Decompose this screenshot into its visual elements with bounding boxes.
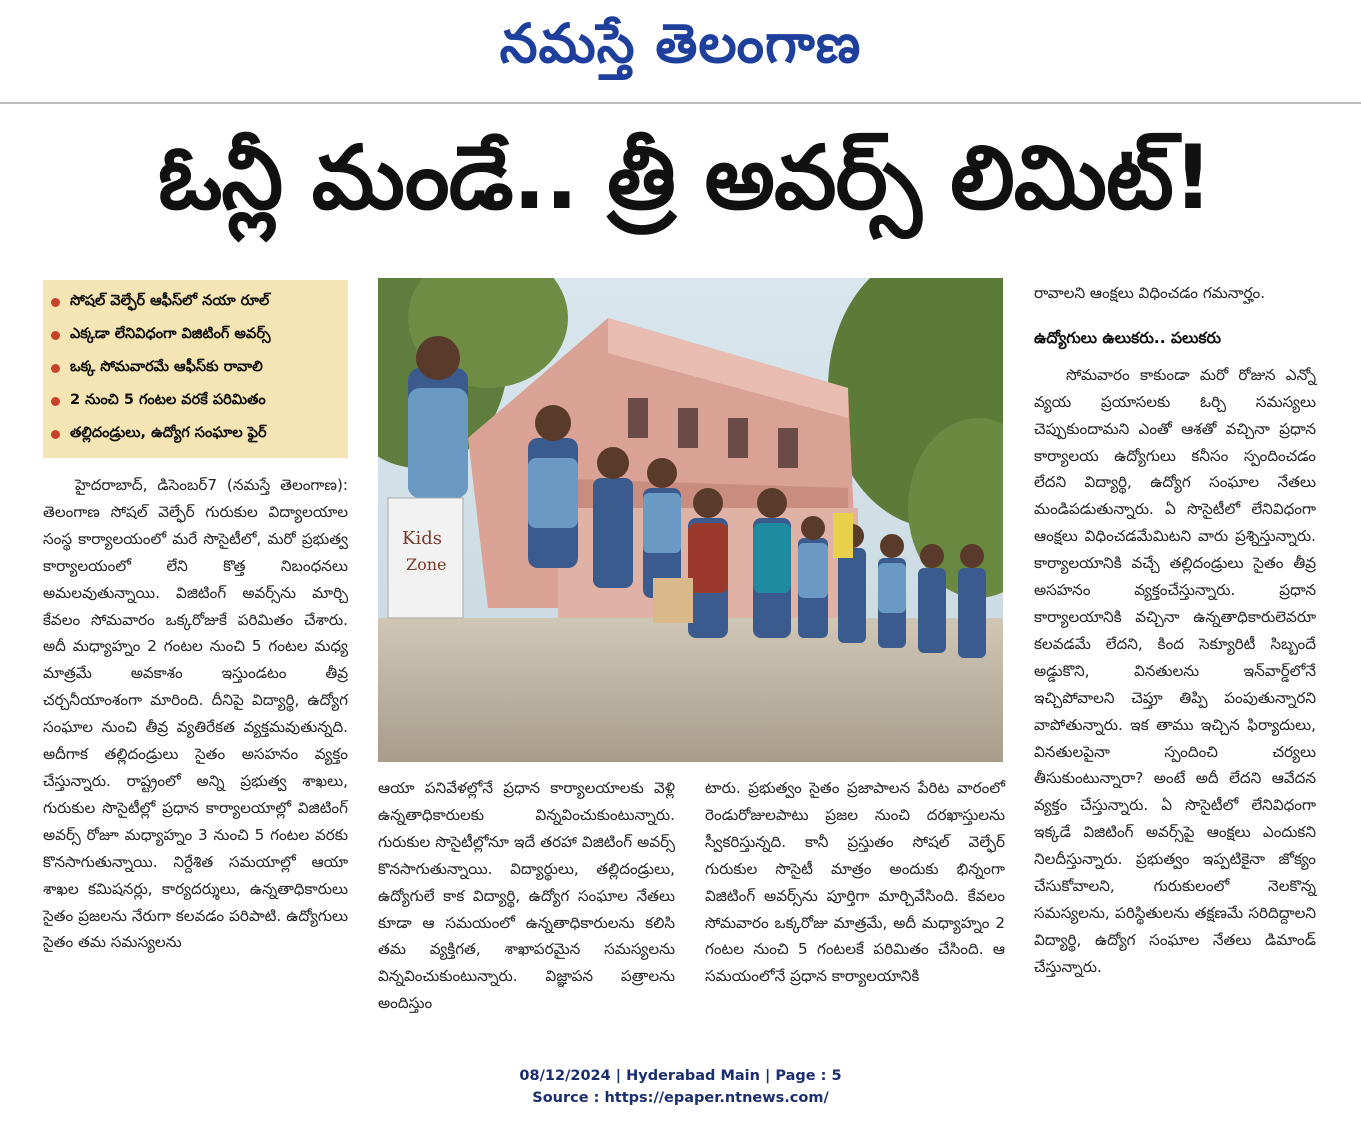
highlights-box bbox=[43, 280, 348, 458]
article-column-4 bbox=[1034, 280, 1316, 981]
bullet-icon bbox=[51, 331, 60, 340]
article-paragraph: హైదరాబాద్, డిసెంబర్7 (నమస్తే తెలంగాణ): తెలంగాణ సోషల్ వెల్ఫేర్ గురుకుల విద్యాలయాల సంస్థ కార్యాలయంలో మరే సొసైటీలో, మరో ప్రభుత్వ కార్యాలయంలో లేని కొత్త నిబంధనలు అమలవుతున్నాయి. విజిటింగ్ అవర్స్‌ను మార్చి కేవలం సోమవారం ఒక్కరోజుకే పరిమితం చేశారు. అదీ మధ్యాహ్నం 2 గంటల నుంచి 5 గంటల మధ్య మాత్రమే అవకాశం ఇస్తుండటం తీవ్ర చర్చనీయాంశంగా మారింది. దీనిపై విద్యార్థి, ఉద్యోగ సంఘాల నుంచి తీవ్ర వ్యతిరేకత వ్యక్తమవుతున్నది. అదీగాక తల్లిదండ్రులు సైతం అసహనం వ్యక్తం చేస్తున్నారు. రాష్ట్రంలో అన్ని ప్రభుత్వ శాఖలు, గురుకుల సొసైటీల్లో ప్రధాన కార్యాలయాల్లో విజిటింగ్ అవర్స్ రోజూ మధ్యాహ్నం 3 నుంచి 5 గంటల వరకు కొనసాగుతున్నాయి. నిర్దేశిత సమయాల్లో ఆయా శాఖల కమిషనర్లు, కార్యదర్శులు, ఉన్నతాధికారులు సైతం ప్రజలను నేరుగా కలవడం పరిపాటి. ఉద్యోగులు సైతం తమ సమస్యలను bbox=[43, 476, 348, 952]
masthead bbox=[0, 0, 1361, 100]
highlight-text: 2 నుంచి 5 గంటల వరకే పరిమితం bbox=[70, 391, 266, 408]
article-column-3 bbox=[705, 775, 1005, 990]
highlight-text: తల్లిదండ్రులు, ఉద్యోగ సంఘాల ఫైర్ bbox=[70, 424, 267, 441]
article-paragraph: రావాలని ఆంక్షలు విధించడం గమనార్హం. bbox=[1034, 284, 1266, 302]
bag-text-kids: Kids bbox=[402, 528, 442, 549]
footer-source-link[interactable]: Source : https://epaper.ntnews.com/ bbox=[532, 1090, 829, 1106]
article-paragraph: సోమవారం కాకుండా మరో రోజున ఎన్నో వ్యయ ప్రయాసలకు ఓర్చి సమస్యలు చెప్పుకుందామని ఎంతో ఆశతో వచ్చినా ప్రధాన కార్యాలయ ఉద్యోగులు కనీసం స్పందించడం లేదని విద్యార్థి, ఉద్యోగ సంఘాల నేతలు మండిపడుతున్నారు. ఏ సొసైటీలో లేనివిధంగా ఆంక్షలు విధించడమేమిటని వారు ప్రశ్నిస్తున్నారు. కార్యాలయానికి వచ్చే తల్లిదండ్రులు సైతం తీవ్ర అసహనం వ్యక్తంచేస్తున్నారు. ప్రధాన కార్యాలయానికి వచ్చినా ఉన్నతాధికారులెవరూ కలవడమే లేదని, కింద సెక్యూరిటీ సిబ్బందే అడ్డుకొని, వినతులను ఇన్‌వార్డ్‌లోనే ఇచ్చిపోవాలని చెప్తూ తిప్పి పంపుతున్నారని వాపోతున్నారు. ఇక తాము ఇచ్చిన ఫిర్యాదులు, వినతులపైనా స్పందించి చర్యలు తీసుకుంటున్నారా? అంటే అదీ లేదని ఆవేదన వ్యక్తం చేస్తున్నారు. ఏ సొసైటీలో లేనివిధంగా ఇక్కడే విజిటింగ్ అవర్స్‌పై ఆంక్షలు ఎందుకని నిలదీస్తున్నారు. ప్రభుత్వం ఇప్పటికైనా జోక్యం చేసుకోవాలని, గురుకులంలో నెలకొన్న సమస్యలను, పరిస్థితులను తక్షణమే సరిదిద్దాలని విద్యార్థి, ఉద్యోగ సంఘాల నేతలు డిమాండ్ చేస్తున్నారు. bbox=[1034, 365, 1316, 976]
bag-text-zone: Zone bbox=[406, 555, 447, 574]
article-column-1 bbox=[43, 472, 348, 956]
bullet-icon bbox=[51, 430, 60, 439]
highlight-text: ఒక్క సోమవారమే ఆఫీస్‌కు రావాలి bbox=[70, 358, 263, 375]
highlight-text: ఎక్కడా లేనివిధంగా విజిటింగ్ అవర్స్ bbox=[70, 325, 271, 342]
footer-edition-info: 08/12/2024 | Hyderabad Main | Page : 5 bbox=[519, 1068, 842, 1084]
article-paragraph: టారు. ప్రభుత్వం సైతం ప్రజాపాలన పేరిట వారంలో రెండురోజులపాటు ప్రజల నుంచి దరఖాస్తులను స్వీకరిస్తున్నది. కానీ ప్రస్తుతం సోషల్ వెల్ఫేర్ గురుకుల సొసైటీ మాత్రం అందుకు భిన్నంగా విజిటింగ్ అవర్స్‌ను పూర్తిగా మార్చివేసింది. కేవలం సోమవారం ఒక్కరోజు మాత్రమే, అదీ మధ్యాహ్నం 2 గంటల నుంచి 5 గంటలకే పరిమితం చేసింది. ఆ సమయంలోనే ప్రధాన కార్యాలయానికి bbox=[705, 779, 1005, 986]
newspaper-logo: నమస్తే తెలంగాణ bbox=[499, 11, 862, 75]
students-walking-photo bbox=[378, 278, 1003, 762]
highlight-item bbox=[51, 418, 340, 451]
highlight-text: సోషల్ వెల్ఫేర్ ఆఫీస్‌లో నయా రూల్ bbox=[70, 292, 270, 309]
masthead-divider bbox=[0, 102, 1361, 104]
article-headline: ఓన్లీ మండే.. త్రీ అవర్స్ లిమిట్! bbox=[158, 125, 1212, 229]
highlight-item bbox=[51, 385, 340, 418]
bullet-icon bbox=[51, 397, 60, 406]
highlight-item bbox=[51, 352, 340, 385]
highlight-item bbox=[51, 286, 340, 319]
article-paragraph: ఆయా పనివేళల్లోనే ప్రధాన కార్యాలయాలకు వెళ్లి ఉన్నతాధికారులకు విన్నవించుకుంటున్నారు. గురుకుల సొసైటీల్లోనూ ఇదే తరహా విజిటింగ్ అవర్స్ కొనసాగుతున్నాయి. విద్యార్థులు, తల్లిదండ్రులు, ఉద్యోగులే కాక విద్యార్థి, ఉద్యోగ సంఘాల నేతలు కూడా ఆ సమయంలో ఉన్నతాధికారులను కలిసి తమ వ్యక్తిగత, శాఖాపరమైన సమస్యలను విన్నవించుకుంటున్నారు. విజ్ఞాపన పత్రాలను అందిస్తుం bbox=[378, 779, 675, 1013]
highlight-item bbox=[51, 319, 340, 352]
news-photo bbox=[378, 278, 1003, 762]
article-subheading: ఉద్యోగులు ఉలుకరు.. పలుకరు bbox=[1034, 328, 1221, 347]
bullet-icon bbox=[51, 298, 60, 307]
bullet-icon bbox=[51, 364, 60, 373]
article-column-2 bbox=[378, 775, 675, 1017]
